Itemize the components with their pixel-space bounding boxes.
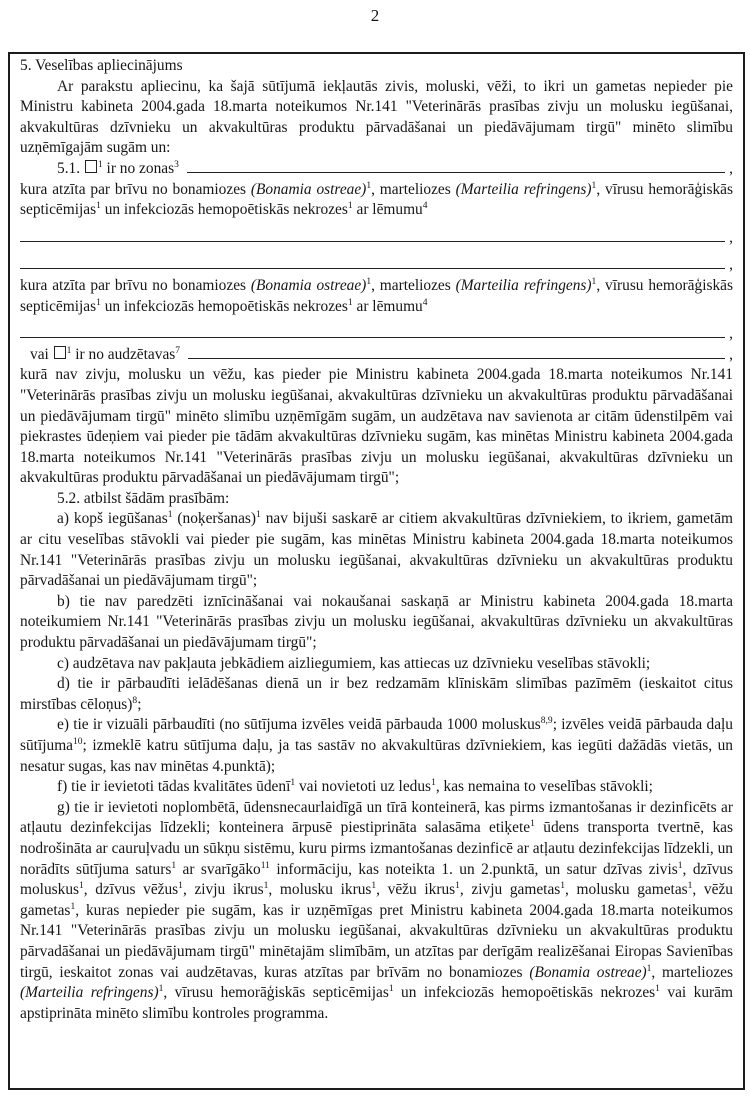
clause-5-1-zone-line: 5.1. $^1$ ir no zonas$^3$ , — [57, 158, 733, 177]
requirement-b: b) tie nav paredzēti iznīcināšanai vai nokaušanai saskaņā ar Ministru kabineta 2004.gada 18.marta noteikumiem Nr.141 "Veterinārās prasības zivju un molusku iegūšanai, akvakultūras dzīvnieku un akvakultūras produktu pārvadāšanai un piedāvājumam tirgū"; — [20, 592, 733, 652]
blank-field[interactable] — [20, 241, 725, 242]
blank-line-2: , — [20, 248, 733, 276]
blank-field[interactable] — [188, 358, 726, 359]
requirement-a: a) kopš iegūšanas$^1$ (noķeršanas)$^1$ nav bijuši saskarē ar citiem akvakultūras dzīvniekiem, to ikriem, gametām ar citu veselības stāvokli vai pieder pie sugām, kas minētas Ministru kabineta 2004.gada 18.marta noteikumos Nr.141 "Veterinārās prasības zivju un molusku iegūšanai, akvakultūras dzīvnieku un akvakultūras produktu pārvadāšanai un piedāvājumam tirgū"; — [20, 509, 734, 590]
intro-paragraph: Ar parakstu apliecinu, ka šajā sūtījumā iekļautās zivis, moluski, vēži, to ikri un gametas nepieder pie Ministru kabineta 2004.gada 18.marta noteikumos Nr.141 "Veterinārās prasības zivju un molusku iegūšanai, akvakultūras dzīvnieku un akvakultūras produktu pārvadāšanai un piedāvājumam tirgū" minēto slimību uzņēmīgajām sugām un: — [20, 77, 733, 157]
blank-field[interactable] — [20, 337, 725, 338]
blank-field[interactable] — [20, 268, 725, 269]
clause-5-2-heading: 5.2. atbilst šādām prasībām: — [57, 489, 230, 507]
health-certificate-box — [8, 52, 745, 1090]
blank-line-3: , — [20, 317, 733, 345]
farm-conditions-paragraph: kurā nav zivju, molusku un vēžu, kas pieder pie Ministru kabineta 2004.gada 18.marta noteikumos Nr.141 "Veterinārās prasības zivju un molusku iegūšanai, akvakultūras dzīvnieku un akvakultūras produktu pārvadāšanai un piedāvājumam tirgū" minēto slimību uzņēmīgām sugām, un audzētava nav savienota ar citām ūdenstilpēm vai piekrastes ūdeņiem vai pieder pie tādām akvakultūras dzīvnieku sugām, kas minētas Ministru kabineta 2004.gada 18.marta noteikumos Nr.141 "Veterinārās prasības zivju un molusku iegūšanai, akvakultūras dzīvnieku un akvakultūras produktu pārvadāšanai un piedāvājumam tirgū"; — [20, 366, 733, 487]
requirement-e: e) tie ir vizuāli pārbaudīti (no sūtījuma izvēles veidā pārbauda 1000 moluskus$^{8,9}$; izvēles veidā pārbauda daļu sūtījuma$^{10}$; izmeklē katru sūtījuma daļu, ja tas sastāv no akvakultūras dzīvniekiem, kas iegūti dažādās vietās, un nesatur sugas, kas nav minētas 4.punktā); — [20, 715, 733, 775]
requirement-d: d) tie ir pārbaudīti ielādēšanas dienā un ir bez redzamām klīniskām slimības pazīmēm (ieskaitot citus mirstības cēloņus)$^8$; — [20, 675, 733, 713]
section-title: 5. Veselības apliecinājums — [20, 57, 183, 74]
requirement-f: f) tie ir ievietoti tādas kvalitātes ūdenī$^1$ vai novietoti uz ledus$^1$, kas nemaina to veselības stāvokli; — [57, 777, 653, 796]
requirement-c: c) audzētava nav pakļauta jebkādiem aizliegumiem, kas attiecas uz dzīvnieku veselības stāvokli; — [57, 654, 651, 672]
certificate-body — [20, 77, 733, 1025]
clause-farm-origin-line: vai $^1$ ir no audzētavas$^7$ , — [30, 344, 733, 363]
zone-disease-free-paragraph: kura atzīta par brīvu no bonamiozes (Bonamia ostreae)$^1$, marteliozes (Marteilia refringens)$^1$, vīrusu hemorāģiskās septicēmijas$^1$ un infekciozās hemopoētiskās nekrozes$^1$ ar lēmumu$^4$ — [20, 179, 733, 219]
checkbox-icon[interactable] — [85, 160, 97, 173]
blank-line-1: , — [20, 221, 733, 249]
zone-disease-free-paragraph-2: kura atzīta par brīvu no bonamiozes (Bonamia ostreae)$^1$, marteliozes (Marteilia refringens)$^1$, vīrusu hemorāģiskās septicēmijas$^1$ un infekciozās hemopoētiskās nekrozes$^1$ ar lēmumu$^4$ — [20, 275, 733, 315]
page-number: 2 — [370, 6, 380, 25]
checkbox-icon[interactable] — [54, 346, 66, 359]
requirement-g: g) tie ir ievietoti noplombētā, ūdensnecaurlaidīgā un tīrā konteinerā, kas pirms izmantošanas ir dezinficēts ar atļautu dezinfekcijas līdzekli; konteinera ārpusē piestiprināta salasāma etiķete$^1$ ūdens transporta tvertnē, kas nodrošināta ar cauruļvadu un sūkņu sistēmu, kuru pirms izmantošanas dezinficē ar atļautu dezinfekcijas līdzekli, un norādīts sūtījuma saturs$^1$ ar svarīgāko$^{11}$ informāciju, kas noteikta 1. un 2.punktā, un satur dzīvas zivis$^1$, dzīvus moluskus$^1$, dzīvus vēžus$^1$, zivju ikrus$^1$, molusku ikrus$^1$, vēžu ikrus$^1$, zivju gametas$^1$, molusku gametas$^1$, vēžu gametas$^1$, kuras nepieder pie sugām, kas ir uzņēmīgas pret Ministru kabineta 2004.gada 18.marta noteikumos Nr.141 "Veterinārās prasības zivju un molusku iegūšanai, akvakultūras dzīvnieku un akvakultūras produktu pārvadāšanai un piedāvājumam tirgū" minētajām slimībām, un atzītas par derīgām realizēšanai Eiropas Savienības tirgū, ieskaitot zonas vai audzētavas, kuras atzītas par brīvām no bonamiozes (Bonamia ostreae)$^1$, marteliozes (Marteilia refringens)$^1$, vīrusu hemorāģiskās septicēmijas$^1$ un infekciozās hemopoētiskās nekrozes$^1$ vai kurām apstiprināta minēto slimību kontroles programma. — [20, 798, 733, 1022]
blank-field[interactable] — [187, 172, 726, 173]
